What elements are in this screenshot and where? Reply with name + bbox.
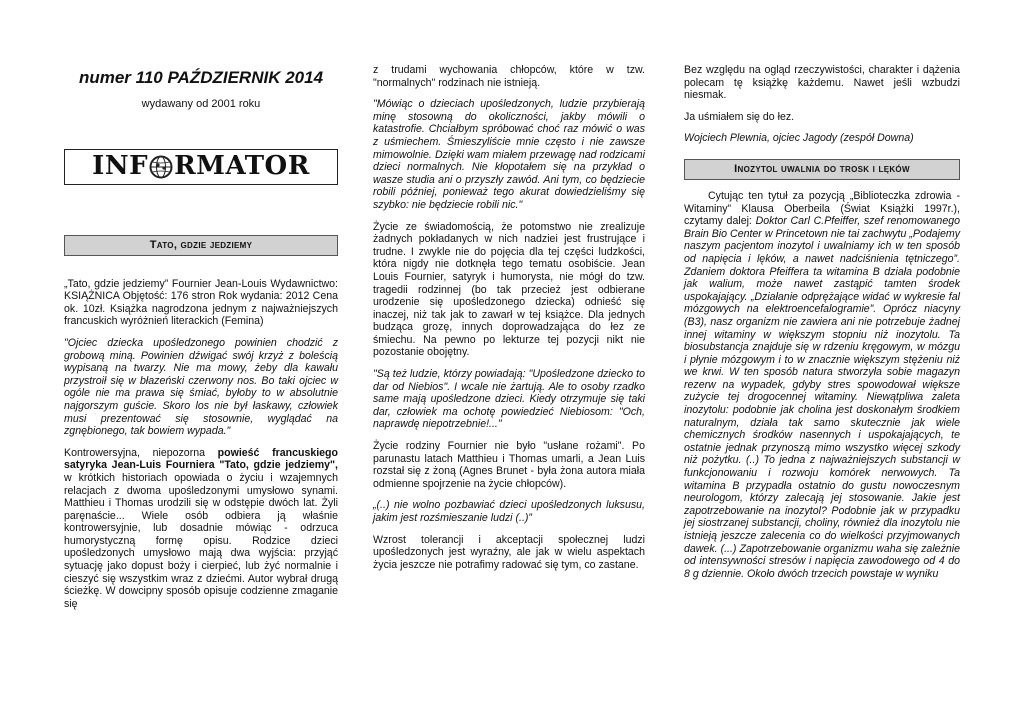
- article2-paragraph-1-italic: Doktor Carl C.Pfeiffer, szef renomowanego Brain Bio Center w Princetown nie tai zachwytu „Podajemy naszym pacjentom inozytol i uwalniamy ich w ten sposób od napięcia i lęków, a nawet nadciśnienia tętniczego”. Zdaniem doktora Pfeiffera ta witamina B działa podobnie jak walium, może nawet zastąpić tamten środek uspokajający. „Działanie odprężające widać w wykresie fal mózgowych na elektroencefalogramie”. Oprócz niacyny (B3), nasz organizm nie zawiera ani nie potrzebuje żadnej innej witaminy w większym stopniu niż inozytolu. Ta biosubstancja znajduje się w rdzeniu kręgowym, w mózgu i płynie mózgowym i to w znacznie większym stężeniu niż we krwi. W ten sposób natura stworzyła sobie magazyn rezerw na wypadek, gdyby stres spowodował większe zużycie tej drogocennej witaminy. Niewątpliwa zaleta inozytolu: podobnie jak cholina jest doskonałym środkiem naturalnym, działa tak samo skutecznie jak wiele chemicznych środków nasennych i uspokajających, te ostatnie jednak przynoszą mimo wszystko więcej szkody niż pożytku. (..) To jedna z najważniejszych substancji w funkcjonowaniu i rozwoju komórek nerwowych. Ta witamina B przypadła ostatnio do gustu nowoczesnym neurologom, którzy zalecają jej stosowanie. Jakie jest zapotrzebowanie na inozytol? Podobnie jak w przypadku jej siostrzanej substancji, choliny, również dla inozytolu nie istnieją jeszcze zalecenia co do wielkości przyjmowanych dawek. (...) Zapotrzebowanie organizmu waha się zależnie od intensywności stresów i napięcia zawodowego od 4 do 8 g dziennie. Około dwóch trzecich powstaje w wyniku: [684, 215, 961, 580]
- informator-logo: [64, 149, 338, 185]
- article2-paragraph-1: [684, 190, 960, 580]
- globe-icon: [149, 155, 173, 179]
- column-1: [64, 64, 338, 619]
- article1-col2-paragraph-3: Życie rodziny Fournier nie było "usłane rożami". Po parunastu latach Matthieu i Thomas umarli, a Jean Luis rozstał się z żoną (Agnes Brunet - była żona autora miała odmienne spojrzenie na życie chłopców).: [373, 440, 645, 490]
- column-3: [684, 64, 960, 589]
- article1-col2-paragraph-1: z trudami wychowania chłopców, które w tzw. "normalnych" rodzinach nie istnieją.: [373, 64, 645, 89]
- quote-4: „(..) nie wolno pozbawiać dzieci upośledzonych luksusu, jakim jest rozśmieszanie ludzi (..)”: [373, 499, 645, 524]
- article2-heading: Inozytol uwalnia do trosk i lęków: [684, 159, 960, 180]
- logo-text-part2: RMATOR: [174, 151, 310, 182]
- logo-text-part1: INF: [92, 151, 149, 182]
- article1-col2-paragraph-4: Wzrost tolerancji i akceptacji społecznej ludzi upośledzonych jest wyraźny, ale jak w wielu aspektach życia jeszcze nie potrafimy radować się tym, co zastane.: [373, 533, 645, 571]
- article1-paragraph-1: [64, 447, 338, 611]
- column-2: [373, 64, 645, 580]
- paragraph-1-bold: powieść francuskiego satyryka Jean-Luis Fourniera "Tato, gdzie jedziemy",: [64, 446, 339, 472]
- paragraph-1-suffix: w krótkich historiach opowiada o życiu i wzajemnych relacjach z dwoma upośledzonymi umysłowo synami. Matthieu i Thomas urodzili się w odstępie dwóch lat. Żyli paręnaście... Wiele osób odbiera ją właśnie kontrowersyjnie, lub dosadnie mówiąc - odrzuca humorystyczną formę opisu. Rodzice dzieci upośledzonych umysłowo mają dwa wyjścia: przyjąć sytuację jako dopust boży i cierpieć, lub żyć normalnie i cieszyć się wszystkim wraz z dziećmi. Autor wybrał drugą ścieżkę. W dowcipny sposób opisuje codzienne zmaganie się: [64, 471, 338, 610]
- article2-paragraph-1-prefix: Cytując ten tytuł za pozycją „Biblioteczka zdrowia - Witaminy” Klausa Oberbeila (Świat Książki 1997r.), czytamy dalej:: [684, 189, 960, 228]
- article1-signature: Wojciech Plewnia, ojciec Jagody (zespół Downa): [684, 132, 914, 145]
- article1-heading: Tato, gdzie jedziemy: [64, 235, 338, 256]
- paragraph-1-prefix: Kontrowersyjna, niepozorna: [64, 446, 218, 459]
- quote-1: "Ojciec dziecka upośledzonego powinien chodzić z grobową miną. Powinien dźwigać swój krzyż z boleścią wypisaną na twarzy. Nie ma mowy, żeby dla kawału przystroił się w błazeński czerwony nos. Bo taki ojciec w ogóle nie ma prawa się śmiać, byłoby to w absolutnie najgorszym guście. Skoro los nie był łaskawy, człowiek musi prezentować się stosownie, wyglądać na zgnębionego, tak bowiem wypada.": [64, 336, 338, 438]
- quote-2: "Mówiąc o dzieciach upośledzonych, ludzie przybierają minę stosowną do okoliczności, jakby mówili o katastrofie. Chciałbym spróbować choć raz mówić o was z uśmiechem. Śmieszyliście mnie często i nie zawsze mimowolnie. Dzięki wam miałem przewagę nad rodzicami dzieci normalnych. Nie kłopotałem się na przykład o wasze studia ani o przyszły zawód. Ani tym, co będziecie robili później, ponieważ tego akurat dowiedzieliśmy się szybko: nie będziecie robili nic.": [373, 98, 645, 211]
- article1-col3-paragraph-1: Bez względu na ogląd rzeczywistości, charakter i dążenia polecam tę książkę każdemu. Nawet jeśli wzbudzi niesmak.: [684, 64, 960, 102]
- article1-col2-paragraph-2: Życie ze świadomością, że potomstwo nie zrealizuje żadnych pokładanych w nich nadziei jest frustrujące i trudne. I zwykle nie do pojęcia dla tej części ludzkości, która nigdy nie dotknęła tego tematu osobiście. Jean Louis Fournier, satyryk i humorysta, nie mógł do tzw. tragedii rodzinnej (bo tak przecież jest odbierane urodzenie się upośledzonego dziecka) odnieść się inaczej, niż tak jak to zawarł w tej książce. Dla jednych budząca grozę, innych doprowadzająca do łez ze śmiechu. Na pewno po lekturze tej pozycji nikt nie pozostanie obojętny.: [373, 220, 645, 359]
- article1-col3-paragraph-2: Ja uśmiałem się do łez.: [684, 110, 795, 123]
- book-info: „Tato, gdzie jedziemy” Fournier Jean-Louis Wydawnictwo: KSIĄŻNICA Objętość: 176 stron Rok wydania: 2012 Cena ok. 10zł. Książka nagrodzona jednym z najważniejszych francuskich wyróżnień literackich (Femina): [64, 277, 338, 328]
- issue-title: numer 110 PAŹDZIERNIK 2014: [78, 68, 324, 87]
- quote-3: "Są też ludzie, którzy powiadają: "Upośledzone dziecko to dar od Niebios". I wcale nie żartują. Ale to osoby rzadko same mają upośledzone dzieci. Kiedy otrzymuje się taki dar, człowiek ma ochotę powiedzieć Niebiosom: "Och, naprawdę niepotrzebnie!...": [373, 368, 645, 431]
- publication-since: wydawany od 2001 roku: [141, 98, 261, 110]
